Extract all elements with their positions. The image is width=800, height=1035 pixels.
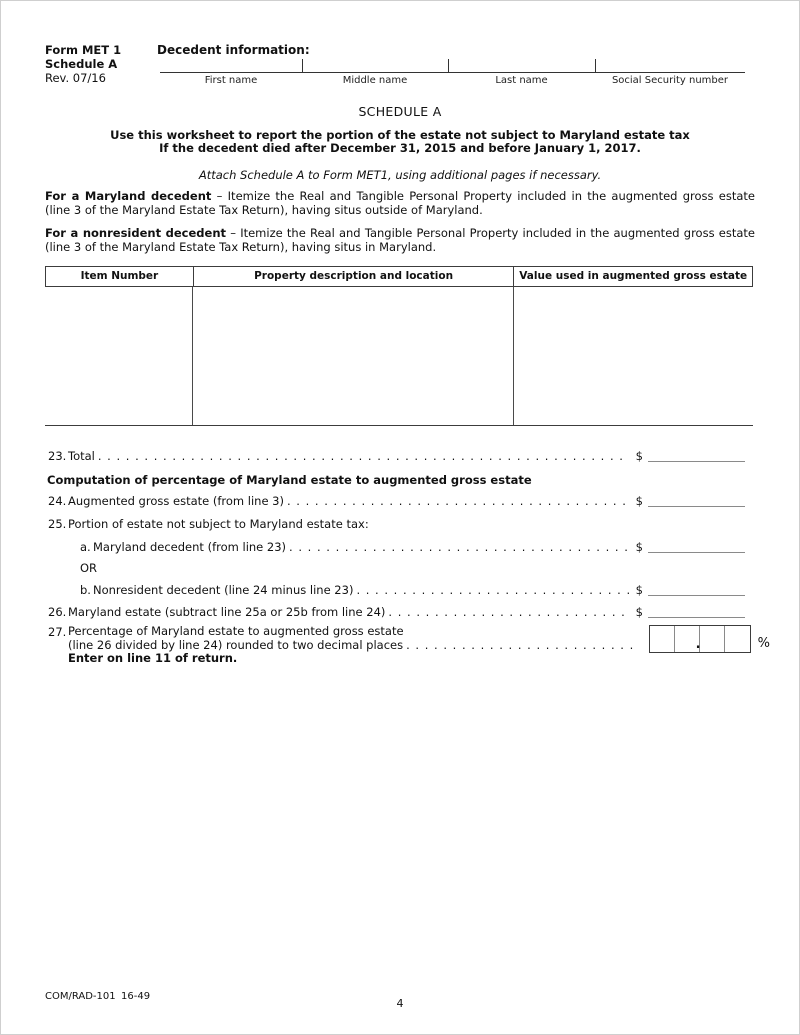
instructions	[45, 189, 755, 263]
line-24-label: Augmented gross estate (from line 3)	[68, 494, 284, 508]
line-25a-amount-field[interactable]	[648, 540, 745, 553]
worksheet-instruction-line1: Use this worksheet to report the portion of the estate not subject to Maryland estate tax	[110, 127, 690, 142]
line-25a-currency: $	[635, 540, 643, 554]
line-25b-amount-field[interactable]	[648, 583, 745, 596]
line-24-currency: $	[635, 494, 643, 508]
dot-leader	[406, 639, 638, 653]
line-24-amount-field[interactable]	[648, 494, 745, 507]
line-26-amount-field[interactable]	[648, 605, 745, 618]
line-26-number: 26.	[48, 605, 67, 619]
maryland-decedent-lead: For a Maryland decedent	[45, 189, 212, 203]
dot-leader	[287, 494, 629, 508]
form-number: Form MET 1	[45, 43, 122, 57]
footer-sequence: 16-49	[121, 991, 151, 1002]
percentage-digit-cell[interactable]	[725, 626, 749, 652]
worksheet-instruction-line2: If the decedent died after December 31, 2015 and before January 1, 2017.	[159, 141, 641, 156]
ssn-field[interactable]	[596, 56, 745, 72]
nonresident-decedent-lead: For a nonresident decedent	[45, 226, 227, 240]
ssn-label: Social Security number	[611, 75, 729, 86]
schedule-title: SCHEDULE A	[358, 104, 442, 119]
maryland-decedent-instruction	[45, 189, 755, 217]
decedent-info-label: Decedent information:	[157, 43, 310, 57]
or-separator: OR	[80, 561, 98, 575]
decedent-info-fields	[160, 55, 745, 73]
dot-leader	[356, 583, 628, 597]
line-25a-number: a.	[80, 540, 91, 554]
decimal-point: .	[695, 636, 701, 652]
line-25b-currency: $	[635, 583, 643, 597]
line-26-label: Maryland estate (subtract line 25a or 25b from line 24)	[68, 605, 386, 619]
revision-date: Rev. 07/16	[45, 71, 106, 85]
dot-leader	[289, 540, 629, 554]
property-table	[45, 266, 753, 426]
line-25b-row	[80, 583, 745, 598]
percentage-entry	[649, 625, 770, 653]
nonresident-decedent-instruction	[45, 226, 755, 254]
property-table-header	[45, 266, 753, 287]
col-header-property-description: Property description and location	[194, 267, 515, 286]
line-26-row	[48, 605, 745, 620]
line-27-row	[48, 625, 770, 666]
nonresident-decedent-body: – Itemize the Real and Tangible Personal Property included in the augmented gross estate (line 3 of the Maryland Estate Tax Return), having situs in Maryland.	[45, 226, 755, 254]
line-27-number: 27.	[48, 625, 67, 639]
dot-leader	[388, 605, 628, 619]
line-27-label-3: Enter on line 11 of return.	[68, 651, 238, 665]
property-table-body	[45, 287, 753, 426]
value-entry-area[interactable]	[514, 287, 753, 425]
last-name-label: Last name	[495, 75, 548, 86]
line-27-label-2-row	[68, 639, 641, 653]
line-25a-label: Maryland decedent (from line 23)	[93, 540, 287, 554]
line-25b-label: Nonresident decedent (line 24 minus line 23)	[93, 583, 354, 597]
attach-note: Attach Schedule A to Form MET1, using additional pages if necessary.	[198, 167, 602, 182]
computation-heading: Computation of percentage of Maryland estate to augmented gross estate	[47, 473, 532, 487]
line-23-currency: $	[635, 449, 643, 463]
line-26-currency: $	[635, 605, 643, 619]
line-27-label-1: Percentage of Maryland estate to augmented gross estate	[68, 624, 404, 638]
line-25-label: Portion of estate not subject to Maryland estate tax:	[68, 517, 369, 531]
last-name-field[interactable]	[449, 56, 595, 72]
first-name-label: First name	[204, 75, 258, 86]
first-name-field[interactable]	[160, 56, 302, 72]
line-24-row	[48, 494, 745, 509]
line-25-row	[48, 517, 745, 531]
col-header-value: Value used in augmented gross estate	[519, 269, 748, 282]
line-27-label-2: (line 26 divided by line 24) rounded to two decimal places	[68, 637, 404, 652]
item-number-entry-area[interactable]	[45, 287, 193, 425]
line-25a-row	[80, 540, 745, 555]
percentage-box	[649, 625, 751, 653]
footer-form-code: COM/RAD-101	[45, 991, 116, 1002]
percentage-digit-cell[interactable]	[650, 626, 675, 652]
middle-name-field[interactable]	[303, 56, 448, 72]
line-25-number: 25.	[48, 517, 67, 531]
page-number: 4	[396, 997, 404, 1010]
form-id-block	[45, 43, 121, 85]
schedule-name: Schedule A	[45, 57, 118, 71]
line-24-number: 24.	[48, 494, 67, 508]
maryland-decedent-body: – Itemize the Real and Tangible Personal Property included in the augmented gross estate (line 3 of the Maryland Estate Tax Return), having situs outside of Maryland.	[45, 189, 755, 217]
line-23-label: Total	[68, 449, 95, 463]
percentage-digit-cell[interactable]	[700, 626, 725, 652]
line-25b-number: b.	[80, 583, 91, 597]
line-23-number: 23.	[48, 449, 67, 463]
property-description-entry-area[interactable]	[193, 287, 514, 425]
middle-name-label: Middle name	[342, 75, 408, 86]
line-27-text	[68, 625, 641, 666]
title-block	[0, 104, 800, 182]
line-23-row	[48, 449, 745, 464]
line-23-amount-field[interactable]	[648, 449, 745, 462]
col-header-item-number: Item Number	[46, 267, 194, 286]
dot-leader	[98, 449, 629, 463]
decedent-field-labels	[160, 75, 745, 88]
percent-sign: %	[757, 636, 770, 651]
